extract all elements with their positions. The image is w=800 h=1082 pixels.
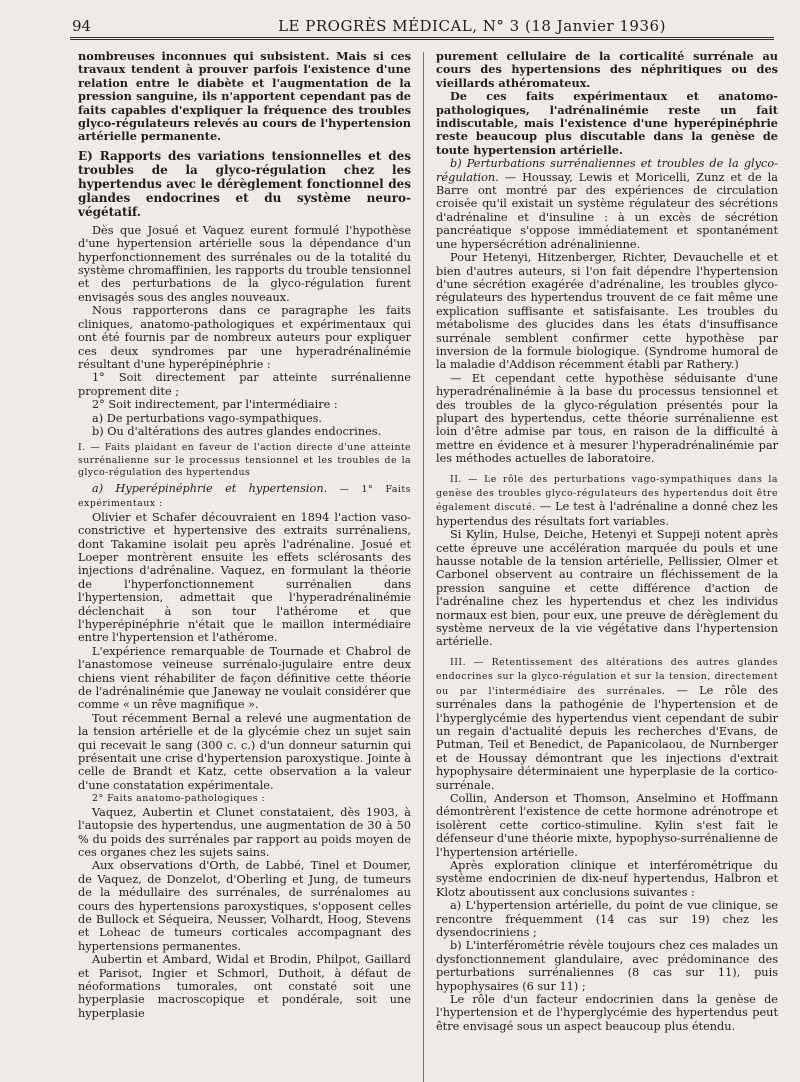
paragraph: Olivier et Schafer découvraient en 1894 l'action vaso-constrictive et hypertensive des extraits surrénaliens, dont Takamine isolait peu après l'adrénaline. Josué et Loeper montrèrent ensuite les effets sclérosants des injections d'adrénaline. Vaquez, en formulant la théorie de l'hyperfonctionnement surrénalien dans l'hypertension, admettait que l'hyperadrénalinémie déclenchait à son tour l'athérome et que l'hyperépinéphrie n'était que le maillon intermédiaire entre l'hypertension et l'athérome.: [78, 510, 411, 645]
subsection-title-italic: a) Hyperépinéphrie et hypertension.: [92, 481, 328, 495]
paragraph-text: — Houssay, Lewis et Moricelli, Zunz et de la Barre ont montré par des expériences de circulation croisée qu'il existait un système régulateur des sécrétions d'adrénaline et d'insuline : à un excès de sécrétion pancréatique s'oppose immédiatement et spontanément une hypersécrétion adrénalinienne.: [436, 170, 778, 251]
left-column: [78, 50, 411, 1020]
subsection-heading: [436, 472, 778, 529]
subsection-title-caps: II. — Le rôle des perturbations vago-sympathiques dans la genèse des troubles glyco-régulateurs des hypertendus doit être également discuté.: [436, 473, 778, 514]
paragraph: Aubertin et Ambard, Widal et Brodin, Philpot, Gaillard et Parisot, Ingier et Schmorl, Duthoit, à défaut de néoformations tumorales, ont constaté soit une hyperplasie macroscopique et pondérale, soit une hyperplasie: [78, 953, 411, 1020]
list-item: b) L'interférométrie révèle toujours chez ces malades un dysfonctionnement glandulaire, avec prédominance des perturbations surrénaliennes (8 cas sur 11), puis hypophysaires (6 sur 11) ;: [436, 939, 778, 993]
running-header: [70, 15, 774, 40]
paragraph: Nous rapporterons dans ce paragraphe les faits cliniques, anatomo-pathologiques et expérimentaux qui ont été fournis par de nombreux auteurs pour expliquer ces deux syndromes par une hyperadrénalinémie résultant d'une hyperépinéphrie :: [78, 304, 411, 371]
paragraph: nombreuses inconnues qui subsistent. Mais si ces travaux tendent à prouver parfois l'existence d'une relation entre le diabète et l'augmentation de la pression sanguine, ils n'apportent cependant pas de faits capables d'expliquer la fréquence des troubles glyco-régulateurs relevés au cours de l'hypertension artérielle permanente.: [78, 49, 411, 144]
subsection-heading: [436, 655, 778, 792]
list-item: a) L'hypertension artérielle, du point de vue clinique, se rencontre fréquemment (14 cas sur 19) chez les dysendocriniens ;: [436, 899, 778, 939]
paragraph: L'expérience remarquable de Tournade et Chabrol de l'anastomose veineuse surrénalo-jugulaire entre deux chiens vient réhabiliter de façon définitive cette théorie de l'adrénalinémie que Janeway ne voulait considérer que comme « un rêve magnifique ».: [78, 644, 411, 712]
paragraph: Le rôle d'un facteur endocrinien dans la genèse de l'hypertension et de l'hyperglycémie des hypertendus peut être envisagé sous un aspect beaucoup plus étendu.: [436, 993, 778, 1033]
paragraph: Si Kylin, Hulse, Deiche, Hetenyi et Suppeji notent après cette épreuve une accélération marquée du pouls et une hausse notable de la tension artérielle, Pellissier, Olmer et Carbonel observent au contraire un fléchissement de la pression sanguine et cette différence d'action de l'adrénaline chez les hypertendus et chez les individus normaux est bien, pour eux, une preuve de dérèglement du système nerveux de la vie végétative dans l'hypertension artérielle.: [436, 528, 778, 649]
subsection-heading: 2° Faits anatomo-pathologiques :: [92, 793, 266, 805]
list-item: b) Ou d'altérations des autres glandes endocrines.: [92, 424, 382, 438]
running-title: LE PROGRÈS MÉDICAL, N° 3 (18 Janvier 1936): [278, 17, 666, 35]
paragraph-text: — Le test à l'adrénaline a donné chez les hypertendus des résultats fort variables.: [436, 500, 778, 528]
list-item: 1° Soit directement par atteinte surrénalienne proprement dite ;: [78, 371, 411, 398]
paragraph: purement cellulaire de la corticalité surrénale au cours des hypertensions des néphritiques ou des vieillards athéromateux.: [436, 49, 778, 90]
list-item: 2° Soit indirectement, par l'intermédiaire :: [92, 398, 338, 412]
subsection-title-italic: b) Perturbations surrénaliennes et troubles de la glyco-régulation.: [436, 157, 778, 184]
right-column: [436, 50, 778, 1033]
subsection-title-caps: III. — Retentissement des altérations des autres glandes endocrines sur la glyco-régulation et sur la tension, directement ou par l'intermédiaire des surrénales.: [436, 656, 778, 697]
subsection-title: [78, 482, 411, 511]
subsection-title-caps: — 1° Faits expérimentaux :: [78, 483, 411, 510]
paragraph: Collin, Anderson et Thomson, Anselmino et Hoffmann démontrèrent l'existence de cette hormone adrénotrope et isolèrent cette cortico-stimuline. Kylin s'est fait le défenseur d'une théorie mixte, hypophyso-surrénalienne de l'hypertension artérielle.: [436, 791, 778, 859]
paragraph: Après exploration clinique et interférométrique du système endocrinien de dix-neuf hypertendus, Halbron et Klotz aboutissent aux conclusions suivantes :: [436, 858, 778, 899]
paragraph: Tout récemment Bernal a relevé une augmentation de la tension artérielle et de la glycémie chez un sujet sain qui recevait le sang (300 c. c.) d'un donneur saturnin qui présentait une crise d'hypertension paroxystique. Jointe à celle de Brandt et Katz, cette observation a la valeur d'une constatation expérimentale.: [78, 711, 411, 792]
section-heading: E) Rapports des variations tensionnelles et des troubles de la glyco-régulation chez les hypertendus avec le dérèglement fonctionnel des glandes endocrines et du système neuro-végétatif.: [78, 148, 411, 219]
paragraph: Aux observations d'Orth, de Labbé, Tinel et Doumer, de Vaquez, de Donzelot, d'Oberling et Jung, de tumeurs de la médullaire des surrénales, de surrénalomes au cours des hypertensions paroxystiques, s'opposent celles de Bullock et Séqueira, Neusser, Volhardt, Hoog, Stevens et Loheac de tumeurs corticales accompagnant des hypertensions permanentes.: [78, 859, 411, 953]
list-item: a) De perturbations vago-sympathiques.: [92, 411, 323, 425]
paragraph-text: — Le rôle des surrénales dans la pathogénie de l'hypertension et de l'hyperglycémie des hypertendus vient cependant de subir un regain d'actualité depuis les recherches d'Evans, de Putman, Teil et Benedict, de Papanicolaou, de Nurnberger et de Houssay démontrant que les injections d'extrait hypophysaire déterminaient une hyperplasie de la cortico-surrénale.: [436, 683, 779, 792]
paragraph: [436, 157, 778, 251]
paragraph: De ces faits expérimentaux et anatomo-pathologiques, l'adrénalinémie reste un fait indiscutable, mais l'existence d'une hyperépinéphrie reste beaucoup plus discutable dans la genèse de toute hypertension artérielle.: [436, 89, 778, 157]
paragraph: — Et cependant cette hypothèse séduisante d'une hyperadrénalinémie à la base du processus tensionnel et des troubles de la glyco-régulation présentés pour la plupart des hypertendus, cette théorie surrénalienne est loin d'être admise par tous, en raison de la difficulté à mettre en évidence et à mesurer l'hyperadrénalinémie par les méthodes actuelles de laboratoire.: [436, 371, 778, 466]
paragraph: Vaquez, Aubertin et Clunet constataient, dès 1903, à l'autopsie des hypertendus, une augmentation de 30 à 50 % du poids des surrénales par rapport au poids moyen de ces organes chez les sujets sains.: [78, 805, 411, 859]
column-divider: [423, 52, 424, 1082]
page-number: 94: [72, 17, 92, 35]
paragraph: Pour Hetenyi, Hitzenberger, Richter, Devauchelle et et bien d'autres auteurs, si l'on fait dépendre l'hypertension d'une sécrétion exagérée d'adrénaline, les troubles glyco-régulateurs des hypertendus trouvent de ce fait même une explication suffisante et satisfaisante. Les troubles du métabolisme des glucides dans les états d'insuffisance surrénale semblent confirmer cette hypothèse par inversion de la formule biologique. (Syndrome humoral de la maladie d'Addison récemment établi par Rathery.): [436, 251, 778, 372]
subsection-heading: I. — Faits plaidant en faveur de l'action directe d'une atteinte surrénalienne sur le processus tensionnel et les troubles de la glyco-régulation des hypertendus: [78, 442, 411, 478]
paragraph: Dès que Josué et Vaquez eurent formulé l'hypothèse d'une hypertension artérielle sous la dépendance d'un hyperfonctionnement des surrénales ou de la totalité du système chromaffinien, les rapports du trouble tensionnel et des perturbations de la glyco-régulation furent envisagés sous des angles nouveaux.: [78, 223, 411, 304]
